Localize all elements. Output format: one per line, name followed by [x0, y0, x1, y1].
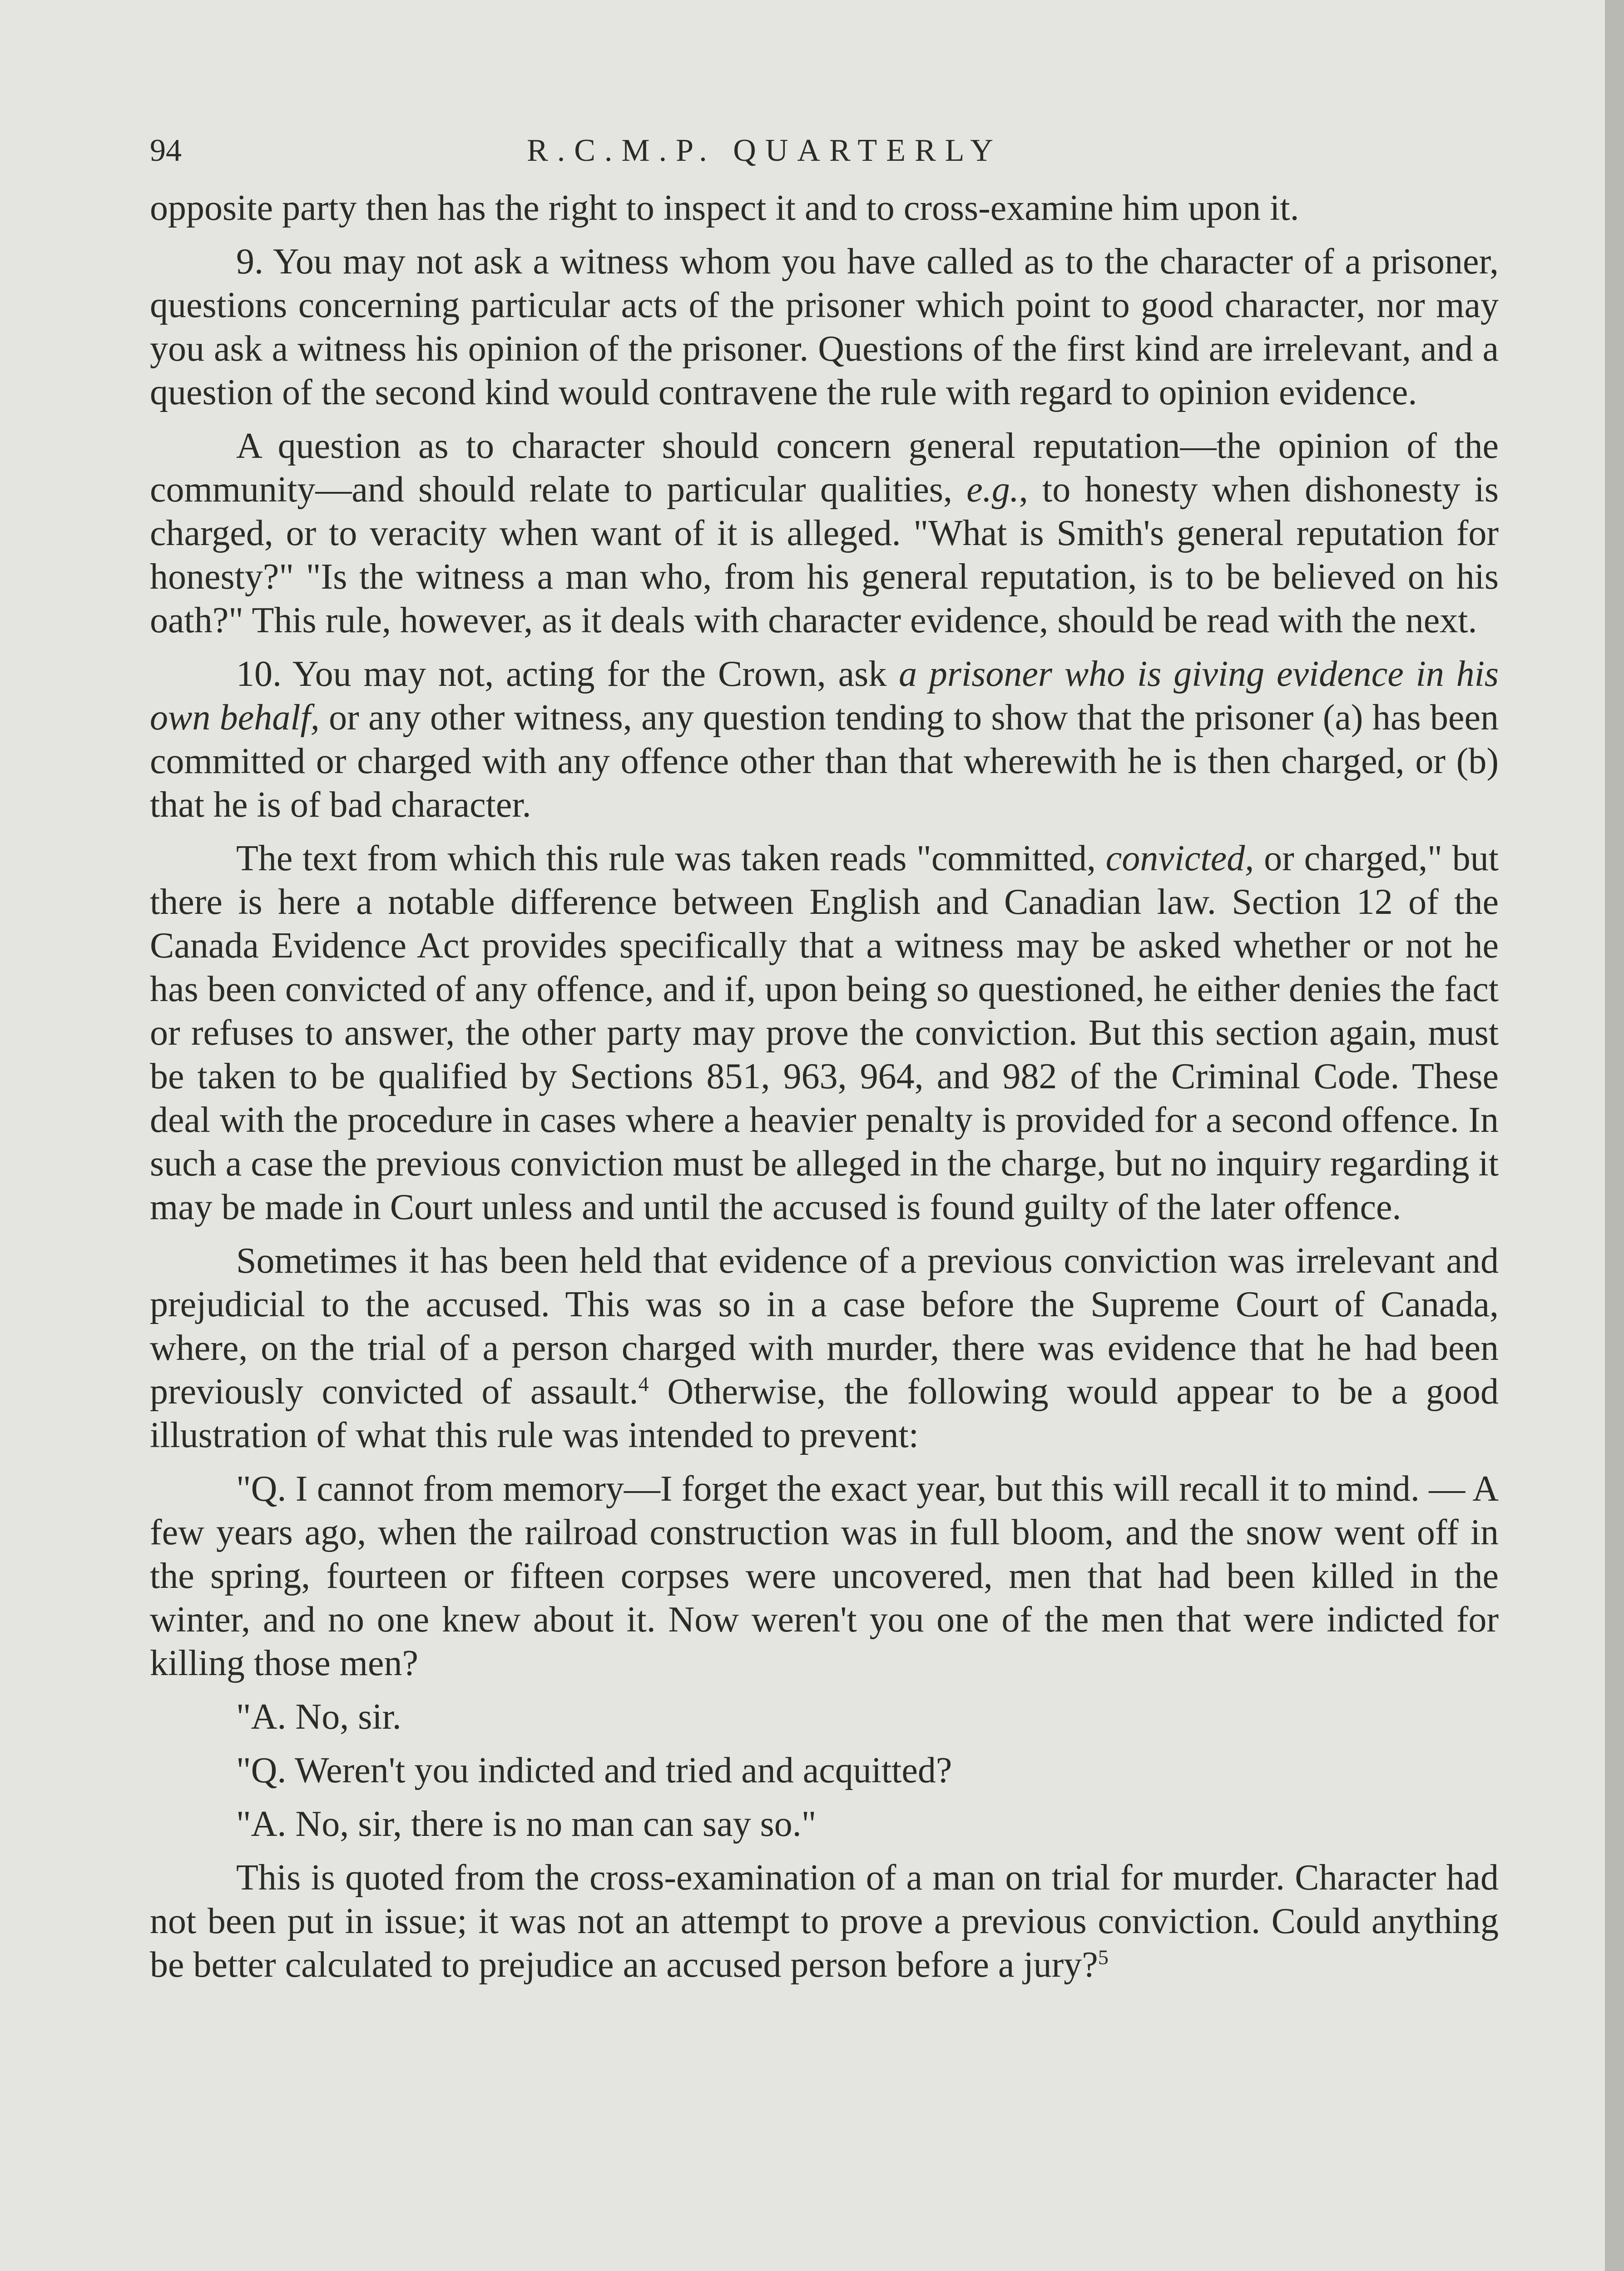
page-number: 94	[150, 133, 182, 168]
text-segment: or any other witness, any question tending to show that the prisoner (a) has been committed or charged with any offence other than that wherewith he is then charged, or (b) that he is of bad character.	[150, 698, 1499, 825]
running-head	[150, 123, 1499, 186]
text-segment: This is quoted from the cross-examination of a man on trial for murder. Character had not been put in issue; it was not an attempt to prove a previous conviction. Could anything be better calculated to prejudice an accused person before a jury?	[150, 1858, 1499, 1985]
italic-abbreviation: e.g.	[966, 470, 1019, 510]
text-segment: The text from which this rule was taken reads "committed,	[236, 838, 1106, 878]
footnote-reference: 4	[638, 1372, 649, 1396]
rule-9-paragraph: 9. You may not ask a witness whom you have called as to the character of a prisoner, questions concerning particular acts of the prisoner which point to good character, nor may you ask a witness his opinion of the prisoner. Questions of the first kind are irrelevant, and a question of the second kind would contravene the rule with regard to opinion evidence.	[150, 242, 1499, 412]
text-segment: A question as to character should concern general reputation—the opinion of the community—and should relate to particular qualities,	[150, 426, 1499, 510]
text-segment: , to honesty when dishonesty is charged, or to veracity when want of it is alleged. "What is Smith's general reputation for honesty?" "Is the witness a man who, from his general reputation, is to be believed on his oath?" This rule, however, as it deals with character evidence, should be read with the next.	[150, 470, 1499, 640]
text-segment: or charged," but there is here a notable difference between English and Canadian law. Section 12 of the Canada Evidence Act provides specifically that a witness may be asked whether or not he has been convicted of any offence, and if, upon being so questioned, he either denies the fact or refuses to answer, the other party may prove the conviction. But this section again, must be taken to be qualified by Sections 851, 963, 964, and 982 of the Criminal Code. These deal with the procedure in cases where a heavier penalty is provided for a second offence. In such a case the previous conviction must be alleged in the charge, but no inquiry regarding it may be made in Court unless and until the accused is found guilty of the later offence.	[150, 838, 1499, 1227]
text-segment: 10. You may not, acting for the Crown, ask	[236, 654, 899, 694]
footnote-reference: 5	[1098, 1945, 1109, 1969]
previous-conviction-paragraph	[150, 1239, 1499, 1457]
rule-10-paragraph	[150, 652, 1499, 827]
quote-question-2: "Q. Weren't you indicted and tried and acquitted?	[236, 1750, 952, 1790]
article-body	[150, 186, 1499, 1987]
character-question-paragraph	[150, 424, 1499, 642]
italic-phrase: a prisoner who is giving evidence in his own behalf,	[150, 654, 1499, 738]
canadian-law-paragraph	[150, 837, 1499, 1229]
quote-answer-2: "A. No, sir, there is no man can say so."	[236, 1804, 817, 1844]
paragraph-continued: opposite party then has the right to inspect it and to cross-examine him upon it.	[150, 188, 1299, 228]
journal-title: R.C.M.P. QUARTERLY	[527, 133, 1002, 168]
closing-paragraph	[150, 1856, 1499, 1987]
italic-word: convicted,	[1105, 838, 1254, 878]
document-page	[150, 123, 1499, 1997]
quote-answer-1: "A. No, sir.	[236, 1697, 401, 1737]
quote-question-1: "Q. I cannot from memory—I forget the exact year, but this will recall it to mind. — A few years ago, when the railroad construction was in full bloom, and the snow went off in the spring, fourteen or fifteen corpses were uncovered, men that had been killed in the winter, and no one knew about it. Now weren't you one of the men that were indicted for killing those men?	[150, 1469, 1499, 1683]
text-segment: Otherwise, the following would appear to be a good illustration of what this rule was intended to prevent:	[150, 1372, 1499, 1455]
text-segment: Sometimes it has been held that evidence of a previous conviction was irrelevant and prejudicial to the accused. This was so in a case before the Supreme Court of Canada, where, on the trial of a person charged with murder, there was evidence that he had been previously convicted of assault.	[150, 1241, 1499, 1412]
page-edge-shadow	[1605, 0, 1624, 2271]
